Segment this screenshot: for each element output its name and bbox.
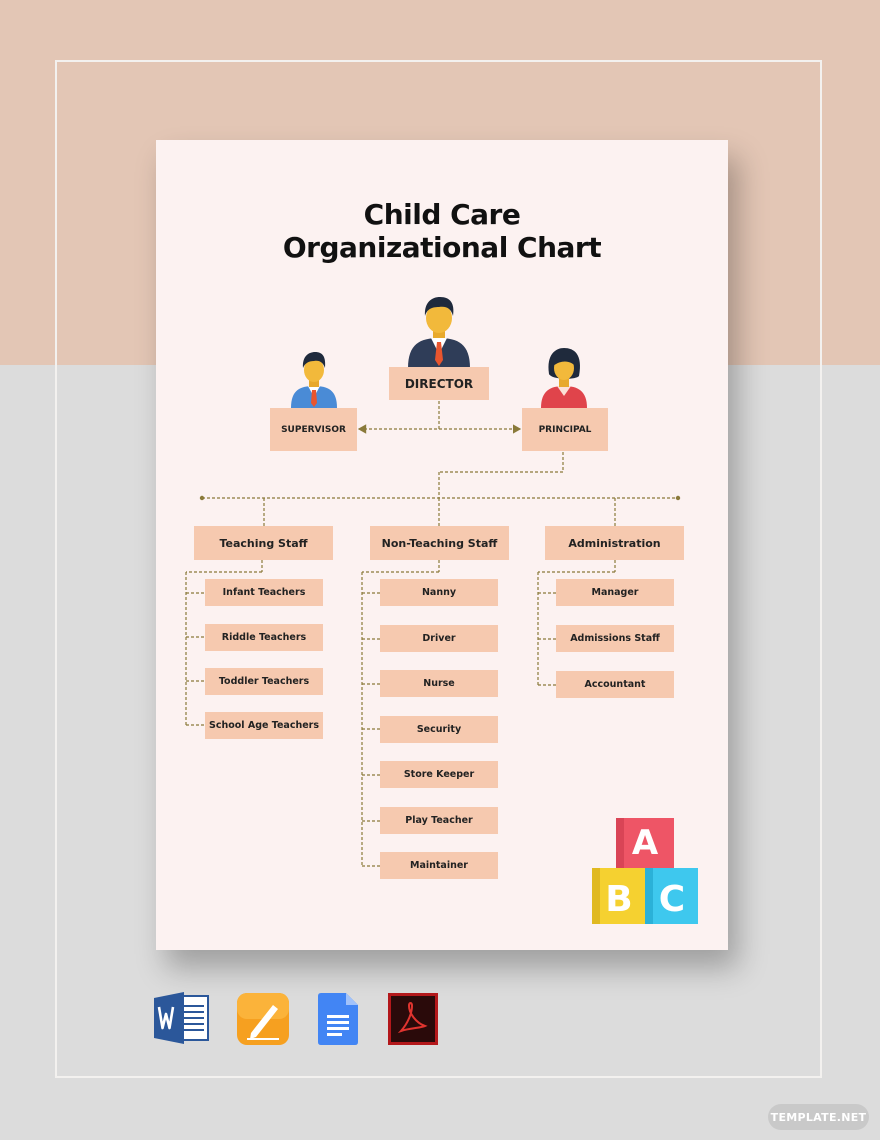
- block-letter-b: B: [605, 879, 633, 920]
- word-icon[interactable]: [154, 992, 210, 1044]
- role-box: Riddle Teachers: [205, 624, 323, 651]
- director-avatar-icon: [406, 294, 472, 368]
- block-letter-c: C: [658, 879, 686, 920]
- principal-avatar-icon: [540, 346, 588, 408]
- supervisor-avatar-icon: [290, 350, 338, 408]
- role-box: Security: [380, 716, 498, 743]
- block-letter-a: A: [631, 823, 659, 863]
- director-box: DIRECTOR: [389, 367, 489, 400]
- role-box: Play Teacher: [380, 807, 498, 834]
- role-box: Nurse: [380, 670, 498, 697]
- principal-box: PRINCIPAL: [522, 408, 608, 451]
- department-box-non-teaching-staff: Non-Teaching Staff: [370, 526, 509, 560]
- supervisor-box: SUPERVISOR: [270, 408, 357, 451]
- role-box: Infant Teachers: [205, 579, 323, 606]
- department-box-administration: Administration: [545, 526, 684, 560]
- title-line-1: Child Care: [363, 198, 521, 231]
- role-box: Store Keeper: [380, 761, 498, 788]
- pdf-icon[interactable]: [388, 993, 438, 1045]
- pages-icon[interactable]: [237, 993, 289, 1045]
- role-box: Toddler Teachers: [205, 668, 323, 695]
- role-box: School Age Teachers: [205, 712, 323, 739]
- department-box-teaching-staff: Teaching Staff: [194, 526, 333, 560]
- template-net-badge[interactable]: TEMPLATE.NET: [768, 1104, 869, 1130]
- role-box: Manager: [556, 579, 674, 606]
- role-box: Driver: [380, 625, 498, 652]
- title-line-2: Organizational Chart: [282, 231, 602, 264]
- role-box: Maintainer: [380, 852, 498, 879]
- abc-blocks-icon: [592, 818, 698, 924]
- document-page: [156, 140, 728, 950]
- google-docs-icon[interactable]: [318, 993, 358, 1045]
- role-box: Accountant: [556, 671, 674, 698]
- role-box: Admissions Staff: [556, 625, 674, 652]
- role-box: Nanny: [380, 579, 498, 606]
